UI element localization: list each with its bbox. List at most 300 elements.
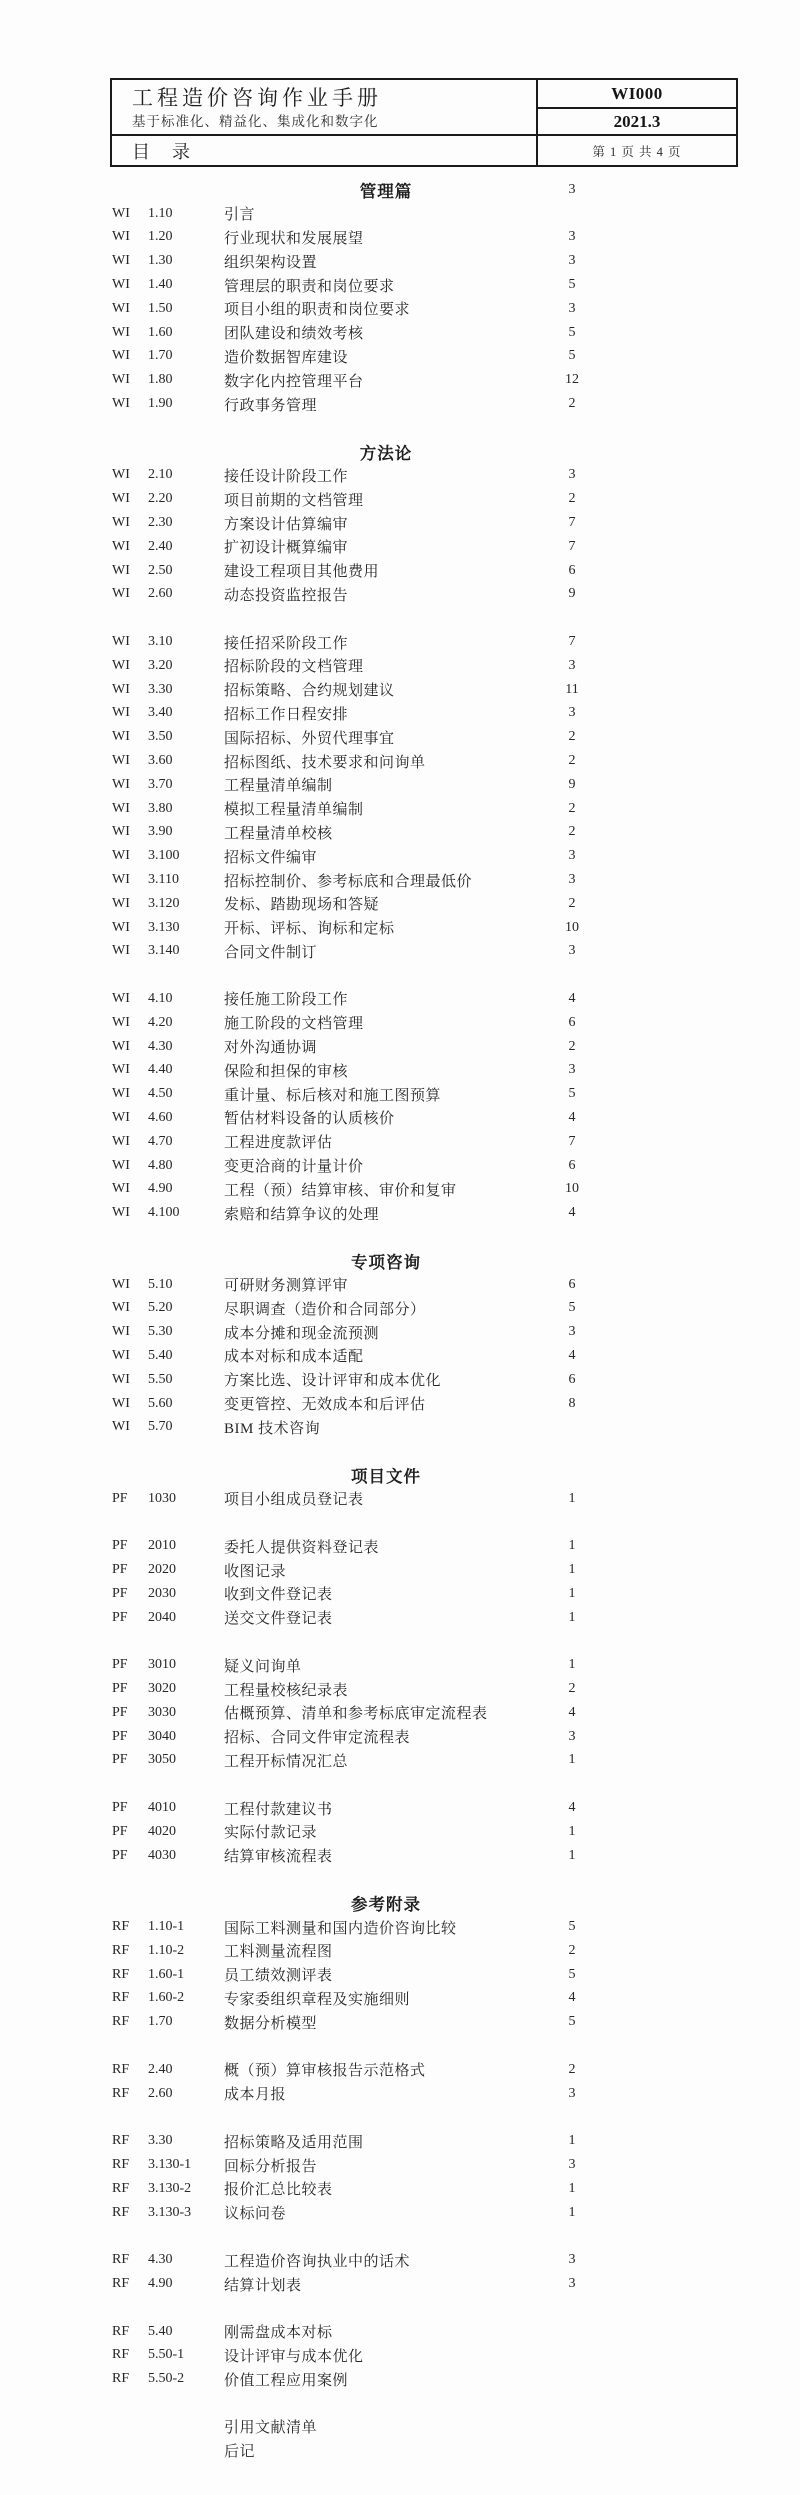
entry-number: 5.50-2 (148, 2371, 185, 2387)
toc-entry (112, 2415, 660, 2439)
toc-entry (112, 583, 660, 607)
entry-title: 施工阶段的文档管理 (224, 1016, 364, 1033)
entry-code: RF (112, 2204, 130, 2220)
entry-title: 项目小组的职责和岗位要求 (224, 302, 411, 319)
entry-number: 5.50-1 (148, 2347, 185, 2363)
entry-title: 动态投资监控报告 (224, 587, 349, 604)
entry-title: 模拟工程量清单编制 (224, 802, 364, 819)
entry-page-number: 5 (568, 277, 576, 293)
entry-code: PF (112, 1562, 128, 1578)
entry-title: 建设工程项目其他费用 (224, 564, 380, 581)
toc-entry (112, 535, 660, 559)
entry-title: 造价数据智库建设 (224, 349, 349, 366)
document-code-row (538, 80, 736, 109)
entry-code: RF (112, 2133, 130, 2149)
entry-number: 3.130-1 (148, 2157, 192, 2173)
entry-title: 对外沟通协调 (224, 1040, 318, 1057)
entry-code: PF (112, 1657, 128, 1673)
entry-number: 4.90 (148, 1181, 173, 1197)
entry-code: WI (112, 872, 130, 887)
entry-number: 4.60 (148, 1109, 173, 1125)
entry-number: 1.10-2 (148, 1942, 185, 1958)
entry-code: WI (112, 229, 130, 245)
entry-number: 3.130-3 (148, 2204, 192, 2220)
toc-gap (112, 2106, 660, 2130)
entry-page-number: 4 (568, 1990, 576, 2006)
toc-entry (112, 2201, 660, 2225)
entry-title: 工程量校核纪录表 (224, 1682, 349, 1699)
toc-entry (112, 487, 660, 511)
entry-page-number: 1 (568, 2180, 576, 2196)
toc-gap (112, 2034, 660, 2058)
toc-gap (112, 2296, 660, 2320)
entry-code: WI (112, 824, 130, 840)
toc-entry (112, 1082, 660, 1106)
entry-code: WI (112, 1014, 130, 1030)
entry-code: WI (112, 300, 130, 316)
toc-entry (112, 630, 660, 654)
page-indicator-row (538, 136, 736, 165)
entry-number: 3.90 (148, 824, 173, 840)
entry-page-number: 6 (568, 1276, 576, 1292)
entry-number: 2.30 (148, 515, 173, 531)
entry-number: 4030 (148, 1847, 176, 1863)
entry-title: 项目前期的文档管理 (224, 492, 364, 509)
entry-title: 变更管控、无效成本和后评估 (224, 1397, 426, 1414)
entry-number: 4.50 (148, 1086, 173, 1102)
entry-number: 4.30 (148, 1038, 173, 1054)
entry-page-number: 3 (568, 2252, 576, 2268)
entry-title: 收到文件登记表 (224, 1587, 333, 1604)
entry-number: 5.40 (148, 2323, 173, 2339)
toc-entry (112, 1534, 660, 1558)
entry-number: 1.10-1 (148, 1919, 185, 1935)
toc-entry (112, 202, 660, 226)
entry-number: 1.70 (148, 2014, 173, 2030)
toc-gap (112, 1511, 660, 1535)
toc-entry (112, 725, 660, 749)
toc-entry (112, 1987, 660, 2011)
entry-title: 专家委组织章程及实施细则 (224, 1991, 411, 2008)
toc-entry (112, 1106, 660, 1130)
entry-number: 3.70 (148, 776, 173, 792)
entry-page-number: 3 (568, 1324, 576, 1340)
entry-code: WI (112, 1133, 130, 1149)
toc-gap (112, 963, 660, 987)
entry-title: 数字化内控管理平台 (224, 373, 364, 390)
entry-code: WI (112, 634, 130, 650)
entry-title: 工程量清单校核 (224, 825, 333, 842)
entry-page-number: 2 (568, 1681, 576, 1697)
entry-number: 3.20 (148, 657, 173, 673)
entry-page-number: 4 (568, 1704, 576, 1720)
entry-page-number (542, 202, 602, 226)
entry-number: 3.140 (148, 943, 180, 959)
entry-page-number: 7 (568, 538, 576, 554)
entry-title: 发标、踏勘现场和答疑 (224, 897, 380, 914)
toc-section-heading (112, 178, 660, 202)
entry-number: 1.10 (148, 205, 173, 221)
entry-code: RF (112, 2157, 130, 2173)
entry-code: RF (112, 2276, 130, 2292)
entry-title: 回标分析报告 (224, 2158, 318, 2175)
entry-page-number: 5 (568, 1966, 576, 1982)
entry-title: 议标问卷 (224, 2206, 287, 2223)
entry-page-number: 3 (568, 872, 576, 887)
entry-code: WI (112, 919, 130, 935)
toc-entry (112, 987, 660, 1011)
entry-number: 5.60 (148, 1395, 173, 1411)
entry-page-number: 4 (568, 1347, 576, 1363)
entry-title: 工程（预）结算审核、审价和复审 (224, 1182, 457, 1199)
toc-entry (112, 1130, 660, 1154)
toc-gap (112, 606, 660, 630)
entry-number: 3.130-2 (148, 2180, 192, 2196)
entry-page-number: 4 (568, 1109, 576, 1125)
entry-code: PF (112, 1704, 128, 1720)
entry-page-number: 1 (568, 2133, 576, 2149)
header-title-block (112, 80, 536, 136)
entry-title: 接任施工阶段工作 (224, 992, 349, 1009)
entry-code: PF (112, 1681, 128, 1697)
toc-entry (112, 2272, 660, 2296)
toc-entry (112, 226, 660, 250)
toc-entry (112, 1749, 660, 1773)
entry-title: 方案比选、设计评审和成本优化 (224, 1373, 442, 1390)
entry-page-number: 2 (568, 1038, 576, 1054)
entry-code: PF (112, 1490, 128, 1506)
entry-code: RF (112, 2252, 130, 2268)
entry-title: 成本月报 (224, 2087, 287, 2104)
entry-page-number: 1 (568, 1490, 576, 1506)
entry-number: 5.20 (148, 1300, 173, 1316)
entry-code: WI (112, 705, 130, 721)
entry-title: 重计量、标后核对和施工图预算 (224, 1087, 442, 1104)
toc-list (112, 178, 660, 2463)
entry-code: PF (112, 1752, 128, 1768)
entry-code: WI (112, 1395, 130, 1411)
entry-number: 3.30 (148, 2133, 173, 2149)
entry-number: 3.30 (148, 681, 173, 697)
toc-gap (112, 2225, 660, 2249)
entry-code: WI (112, 1181, 130, 1197)
toc-gap (112, 1868, 660, 1892)
entry-page-number: 6 (568, 562, 576, 578)
entry-page-number: 10 (565, 919, 579, 935)
entry-page-number: 3 (568, 2085, 576, 2101)
entry-code: WI (112, 396, 130, 412)
entry-number: 1.50 (148, 300, 173, 316)
entry-title: 工程量清单编制 (224, 778, 333, 795)
section-page-number (542, 1463, 602, 1487)
entry-title: 行政事务管理 (224, 397, 318, 414)
toc-section-heading (112, 1463, 660, 1487)
toc-entry (112, 345, 660, 369)
entry-code: RF (112, 2347, 130, 2363)
toc-entry (112, 2439, 660, 2463)
toc-entry (112, 392, 660, 416)
toc-entry (112, 2082, 660, 2106)
toc-entry (112, 1296, 660, 1320)
toc-entry (112, 2058, 660, 2082)
entry-code: RF (112, 2014, 130, 2030)
toc-entry (112, 1915, 660, 1939)
entry-number: 2010 (148, 1538, 176, 1554)
entry-number: 1.60 (148, 324, 173, 340)
entry-title: 委托人提供资料登记表 (224, 1539, 380, 1556)
entry-page-number: 1 (568, 1823, 576, 1839)
entry-number: 3.110 (148, 872, 179, 887)
section-heading-label: 方法论 (359, 443, 413, 463)
toc-entry (112, 702, 660, 726)
entry-page-number: 2 (568, 824, 576, 840)
entry-code: WI (112, 205, 130, 221)
entry-page-number: 2 (568, 800, 576, 816)
entry-title: 接任设计阶段工作 (224, 468, 349, 485)
entry-title: 可研财务测算评审 (224, 1278, 349, 1295)
entry-number: 5.50 (148, 1371, 173, 1387)
entry-code: WI (112, 943, 130, 959)
entry-page-number: 1 (568, 1847, 576, 1863)
toc-entry (112, 1392, 660, 1416)
entry-code: WI (112, 681, 130, 697)
entry-title: 收图记录 (224, 1563, 287, 1580)
toc-gap (112, 1439, 660, 1463)
entry-page-number: 12 (565, 372, 579, 388)
entry-number: 1.60-1 (148, 1966, 185, 1982)
entry-number: 4.100 (148, 1205, 180, 1221)
entry-number: 1.30 (148, 253, 173, 269)
entry-page-number: 5 (568, 348, 576, 364)
toc-section-heading (112, 1249, 660, 1273)
entry-page-number: 4 (568, 1800, 576, 1816)
entry-number: 3.60 (148, 753, 173, 769)
entry-page-number (542, 1415, 602, 1439)
entry-page-number: 1 (568, 1585, 576, 1601)
section-heading-label: 参考附录 (351, 1895, 421, 1915)
toc-entry (112, 1320, 660, 1344)
entry-code: WI (112, 1347, 130, 1363)
entry-title: 接任招采阶段工作 (224, 635, 349, 652)
entry-code: PF (112, 1800, 128, 1816)
toc-section-heading (112, 440, 660, 464)
entry-code: WI (112, 1109, 130, 1125)
entry-title: 成本分摊和现金流预测 (224, 1325, 380, 1342)
entry-title: 价值工程应用案例 (224, 2372, 349, 2389)
entry-title: 方案设计估算编审 (224, 516, 349, 533)
toc-entry (112, 1487, 660, 1511)
entry-page-number (542, 2439, 602, 2463)
entry-page-number: 3 (568, 300, 576, 316)
toc-entry (112, 892, 660, 916)
entry-number: 2020 (148, 1562, 176, 1578)
entry-title: 暂估材料设备的认质核价 (224, 1111, 395, 1128)
toc-entry (112, 916, 660, 940)
entry-title: 开标、评标、询标和定标 (224, 921, 395, 938)
entry-page-number: 1 (568, 1609, 576, 1625)
toc-entry (112, 749, 660, 773)
entry-code: WI (112, 586, 130, 602)
document-date-row (538, 109, 736, 136)
toc-entry (112, 1058, 660, 1082)
entry-page-number (542, 2344, 602, 2368)
entry-page-number: 1 (568, 1538, 576, 1554)
toc-entry (112, 321, 660, 345)
entry-number: 2.40 (148, 538, 173, 554)
toc-entry (112, 2153, 660, 2177)
document-title: 工程造价咨询作业手册 (132, 86, 382, 110)
toc-gap (112, 2391, 660, 2415)
entry-number: 3050 (148, 1752, 176, 1768)
entry-code: WI (112, 1371, 130, 1387)
toc-entry (112, 1177, 660, 1201)
entry-code: WI (112, 657, 130, 673)
toc-entry (112, 2320, 660, 2344)
entry-code: WI (112, 1205, 130, 1221)
toc-entry (112, 2344, 660, 2368)
entry-number: 3040 (148, 1728, 176, 1744)
entry-page-number: 2 (568, 895, 576, 911)
entry-title: 工程开标情况汇总 (224, 1753, 349, 1770)
entry-code: PF (112, 1728, 128, 1744)
entry-code: WI (112, 562, 130, 578)
entry-number: 2.20 (148, 491, 173, 507)
toc-entry (112, 1368, 660, 1392)
toc-entry (112, 1820, 660, 1844)
entry-number: 3.120 (148, 895, 180, 911)
entry-code: RF (112, 2323, 130, 2339)
entry-number: 3.80 (148, 800, 173, 816)
entry-title: 扩初设计概算编审 (224, 540, 349, 557)
document-header (110, 78, 738, 167)
entry-page-number: 7 (568, 1133, 576, 1149)
toc-entry (112, 368, 660, 392)
toc-entry (112, 511, 660, 535)
toc-entry (112, 2367, 660, 2391)
toc-entry (112, 940, 660, 964)
entry-title: 招标工作日程安排 (224, 706, 349, 723)
toc-entry (112, 559, 660, 583)
entry-number: 1.20 (148, 229, 173, 245)
entry-code: RF (112, 1919, 130, 1935)
entry-code: WI (112, 324, 130, 340)
entry-page-number: 2 (568, 753, 576, 769)
entry-title: 招标策略及适用范围 (224, 2134, 364, 2151)
entry-number: 2.40 (148, 2061, 173, 2077)
entry-page-number: 2 (568, 729, 576, 745)
entry-code: RF (112, 2061, 130, 2077)
toc-entry (112, 678, 660, 702)
entry-title: 设计评审与成本优化 (224, 2348, 364, 2365)
toc-entry (112, 1939, 660, 1963)
entry-page-number: 1 (568, 2204, 576, 2220)
entry-title: 保险和担保的审核 (224, 1063, 349, 1080)
entry-number: 4.10 (148, 990, 173, 1006)
entry-number: 1030 (148, 1490, 176, 1506)
entry-page-number: 8 (568, 1395, 576, 1411)
entry-page-number: 1 (568, 1562, 576, 1578)
entry-page-number: 3 (568, 943, 576, 959)
toc-entry (112, 1725, 660, 1749)
entry-page-number: 2 (568, 396, 576, 412)
entry-number: 2.50 (148, 562, 173, 578)
entry-title: 送交文件登记表 (224, 1611, 333, 1628)
entry-page-number: 7 (568, 515, 576, 531)
entry-number: 4.40 (148, 1062, 173, 1078)
section-page-number (542, 1891, 602, 1915)
entry-page-number: 1 (568, 1657, 576, 1673)
entry-code: WI (112, 848, 130, 864)
entry-code: WI (112, 348, 130, 364)
entry-page-number (542, 2415, 602, 2439)
toc-entry (112, 2010, 660, 2034)
entry-page-number: 3 (568, 848, 576, 864)
toc-entry (112, 1606, 660, 1630)
entry-number: 3.50 (148, 729, 173, 745)
entry-title: 招标控制价、参考标底和合理最低价 (224, 873, 473, 890)
toc-entry (112, 1701, 660, 1725)
entry-code: RF (112, 2180, 130, 2196)
toc-entry (112, 1415, 660, 1439)
entry-page-number: 3 (568, 229, 576, 245)
entry-page-number: 6 (568, 1157, 576, 1173)
entry-title: BIM 技术咨询 (224, 1420, 321, 1437)
toc-entry (112, 868, 660, 892)
entry-number: 2.60 (148, 586, 173, 602)
entry-page-number: 11 (565, 681, 579, 697)
entry-number: 4010 (148, 1800, 176, 1816)
entry-number: 4.20 (148, 1014, 173, 1030)
entry-code: WI (112, 538, 130, 554)
toc-title-row (112, 136, 536, 165)
toc-entry (112, 797, 660, 821)
entry-title: 行业现状和发展展望 (224, 230, 364, 247)
entry-code: WI (112, 895, 130, 911)
entry-code: WI (112, 1086, 130, 1102)
toc-entry (112, 1796, 660, 1820)
entry-number: 4.30 (148, 2252, 173, 2268)
entry-page-number: 3 (568, 2276, 576, 2292)
toc-entry (112, 1035, 660, 1059)
entry-page-number: 6 (568, 1014, 576, 1030)
entry-title: 组织架构设置 (224, 254, 318, 271)
entry-page-number: 3 (568, 657, 576, 673)
entry-code: PF (112, 1585, 128, 1601)
entry-title: 概（预）算审核报告示范格式 (224, 2063, 426, 2080)
toc-entry (112, 654, 660, 678)
section-heading-label: 专项咨询 (351, 1252, 421, 1272)
toc-entry (112, 2129, 660, 2153)
entry-title: 项目小组成员登记表 (224, 1492, 364, 1509)
entry-page-number: 4 (568, 1205, 576, 1221)
entry-code: WI (112, 1419, 130, 1435)
toc-title: 目 录 (132, 141, 192, 162)
entry-page-number: 3 (568, 253, 576, 269)
toc-entry (112, 464, 660, 488)
entry-number: 2030 (148, 1585, 176, 1601)
entry-title: 工程造价咨询执业中的话术 (224, 2253, 411, 2270)
entry-title: 成本对标和成本适配 (224, 1349, 364, 1366)
toc-entry (112, 1344, 660, 1368)
entry-title: 尽职调查（造价和合同部分） (224, 1301, 426, 1318)
entry-page-number (542, 2320, 602, 2344)
entry-number: 3.100 (148, 848, 180, 864)
toc-entry (112, 844, 660, 868)
entry-title: 报价汇总比较表 (224, 2182, 333, 2199)
header-left-cell (112, 80, 538, 165)
entry-title: 招标图纸、技术要求和问询单 (224, 754, 426, 771)
entry-title: 实际付款记录 (224, 1825, 318, 1842)
